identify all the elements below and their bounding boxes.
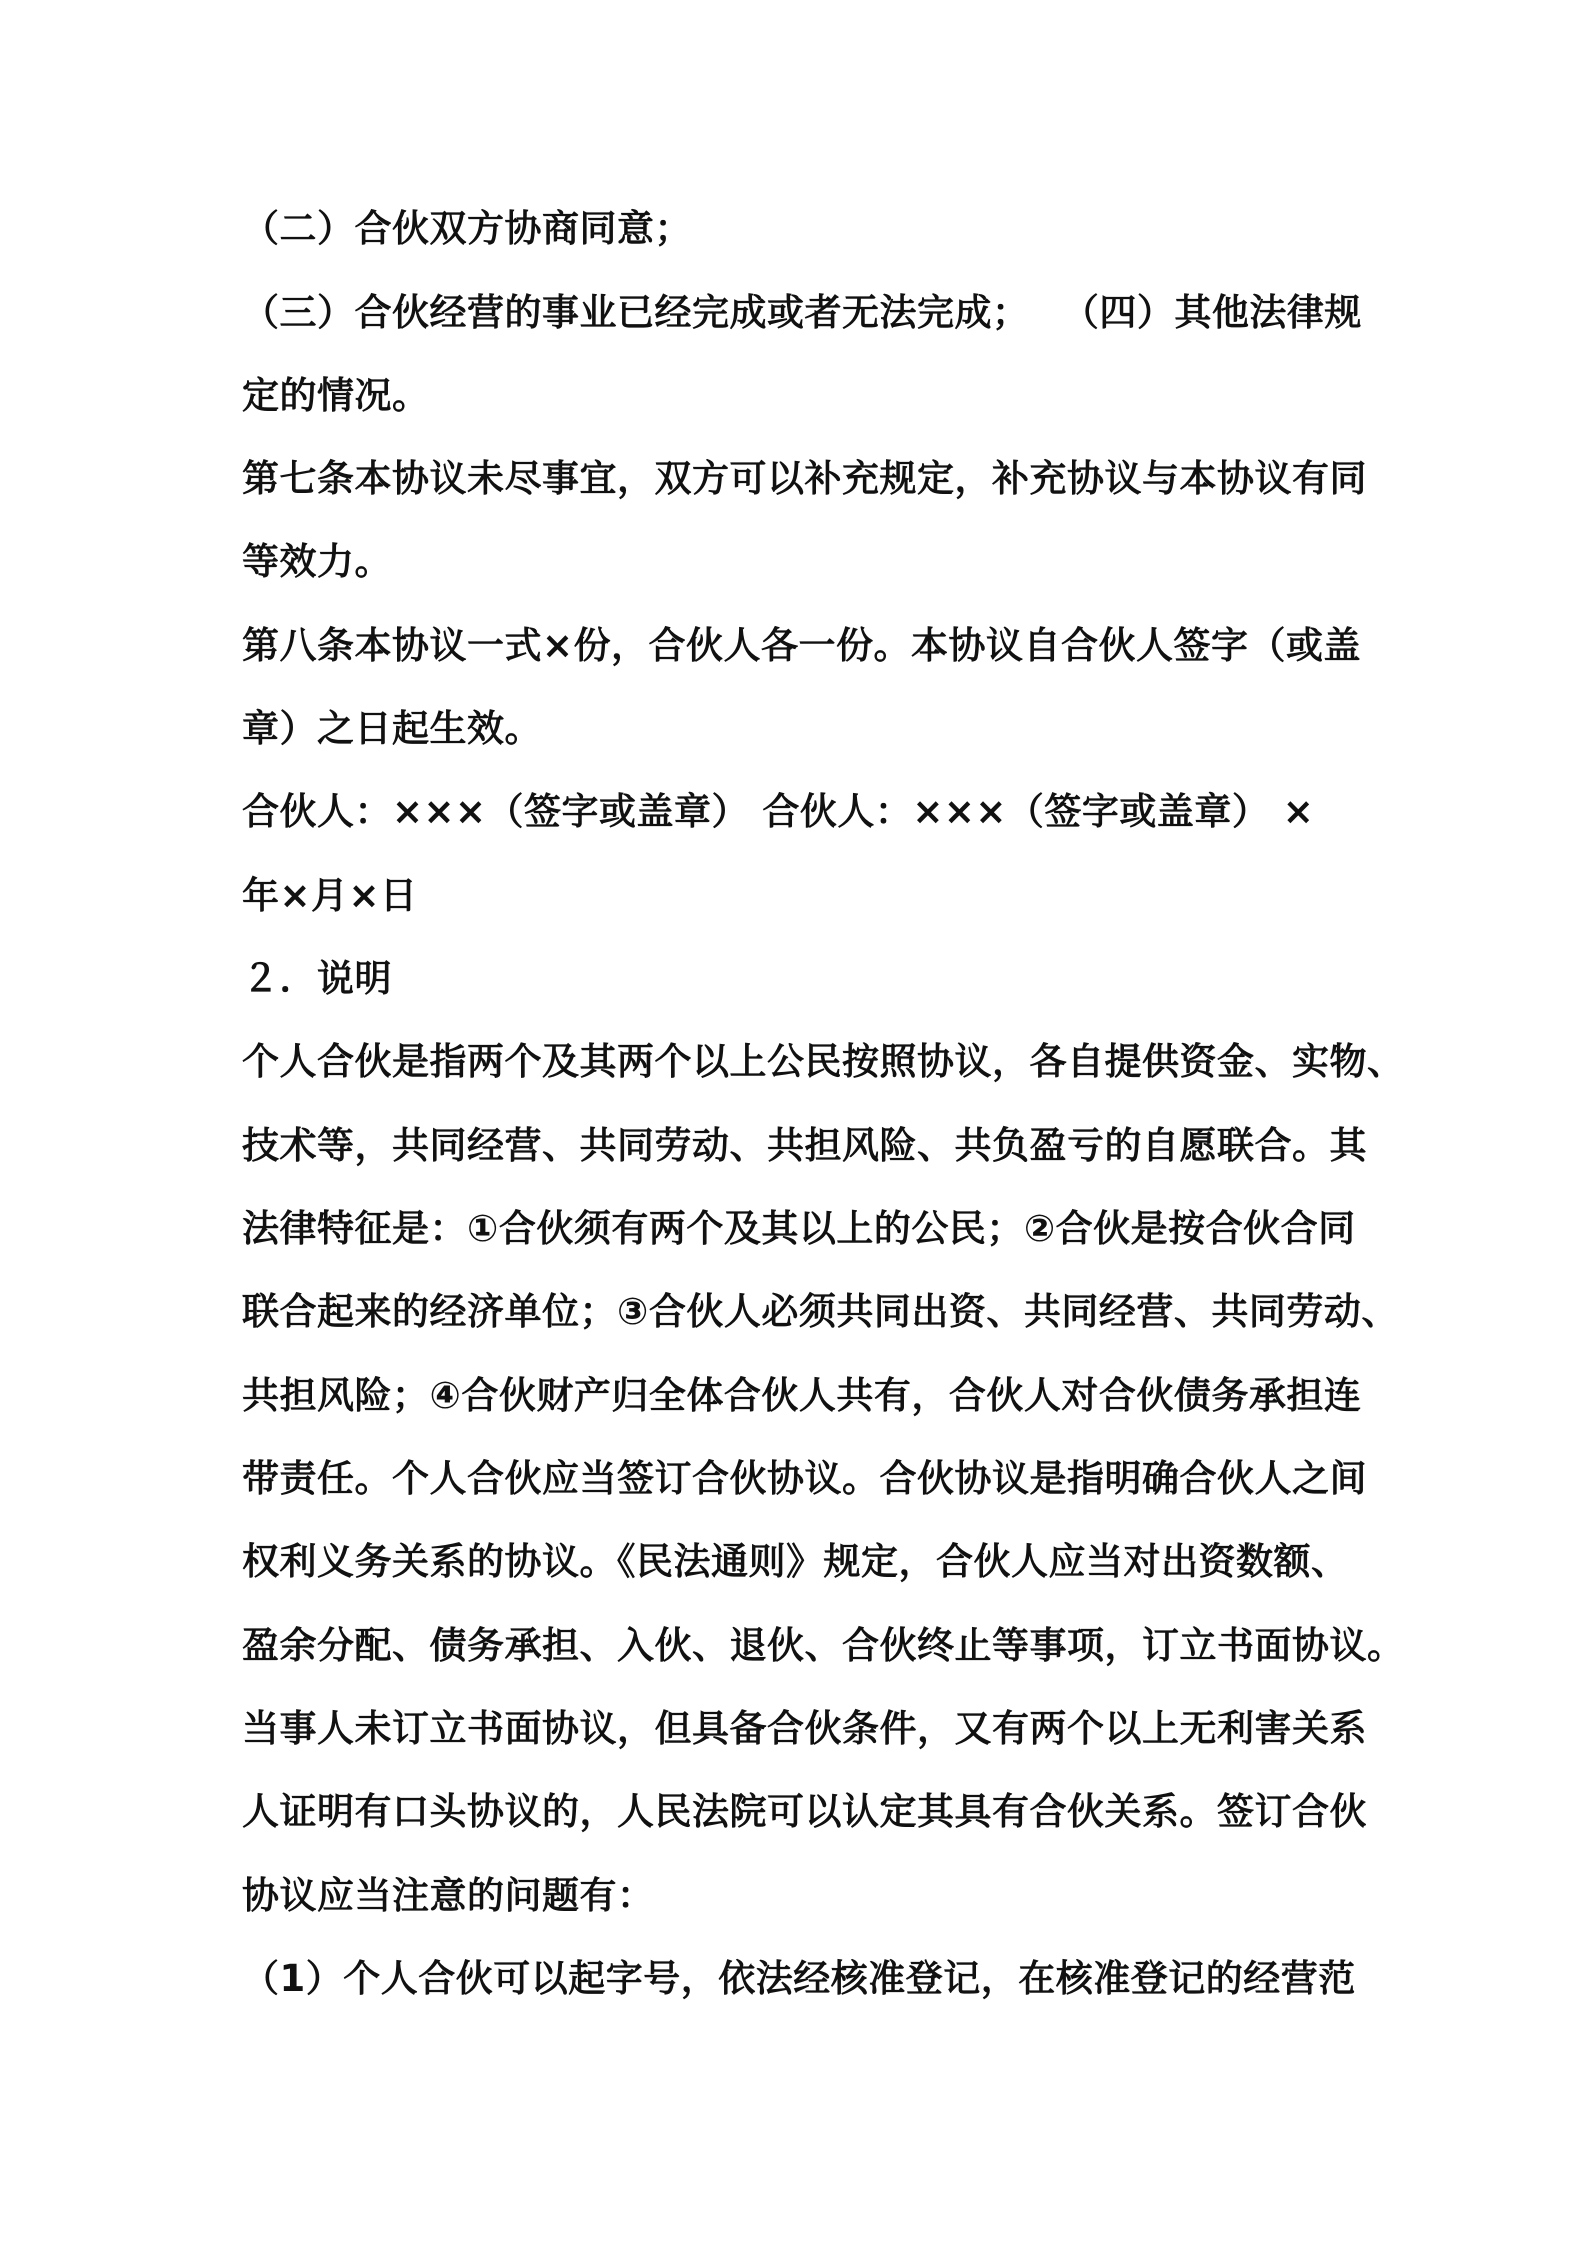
text-line-15: 共担风险；④合伙财产归全体合伙人共有，合伙人对合伙债务承担连 bbox=[242, 1374, 1362, 1417]
text-line-1: （二）合伙双方协商同意； bbox=[242, 207, 692, 250]
text-line-18: 盈余分配、债务承担、入伙、退伙、合伙终止等事项，订立书面协议。 bbox=[242, 1624, 1405, 1667]
text-line-13: 法律特征是：①合伙须有两个及其以上的公民；②合伙是按合伙合同 bbox=[242, 1207, 1356, 1250]
text-line-14: 联合起来的经济单位；③合伙人必须共同出资、共同经营、共同劳动、 bbox=[242, 1290, 1399, 1333]
text-line-3: 定的情况。 bbox=[242, 374, 430, 417]
text-line-17: 权利义务关系的协议。《民法通则》规定，合伙人应当对出资数额、 bbox=[242, 1540, 1349, 1583]
text-line-7: 章）之日起生效。 bbox=[242, 707, 542, 750]
text-line-19: 当事人未订立书面协议，但具备合伙条件，又有两个以上无利害关系 bbox=[242, 1707, 1367, 1750]
text-line-22: （1）个人合伙可以起字号，依法经核准登记，在核准登记的经营范 bbox=[242, 1957, 1356, 2000]
text-line-4: 第七条本协议未尽事宜，双方可以补充规定，补充协议与本协议有同 bbox=[242, 457, 1367, 500]
text-line-11: 个人合伙是指两个及其两个以上公民按照协议，各自提供资金、实物、 bbox=[242, 1040, 1405, 1083]
signature-line: 合伙人：×××（签字或盖章） 合伙人：×××（签字或盖章） × bbox=[242, 790, 1315, 833]
text-line-16: 带责任。个人合伙应当签订合伙协议。合伙协议是指明确合伙人之间 bbox=[242, 1457, 1367, 1500]
text-line-6: 第八条本协议一式×份，合伙人各一份。本协议自合伙人签字（或盖 bbox=[242, 624, 1362, 667]
text-line-2: （三）合伙经营的事业已经完成或者无法完成； （四）其他法律规 bbox=[242, 291, 1362, 334]
text-line-5: 等效力。 bbox=[242, 540, 392, 583]
text-line-20: 人证明有口头协议的，人民法院可以认定其具有合伙关系。签订合伙 bbox=[242, 1790, 1367, 1833]
date-line: 年×月×日 bbox=[242, 874, 418, 917]
text-line-21: 协议应当注意的问题有： bbox=[242, 1874, 655, 1917]
section-heading: ２．说明 bbox=[242, 957, 392, 1000]
text-line-12: 技术等，共同经营、共同劳动、共担风险、共负盈亏的自愿联合。其 bbox=[242, 1124, 1367, 1167]
